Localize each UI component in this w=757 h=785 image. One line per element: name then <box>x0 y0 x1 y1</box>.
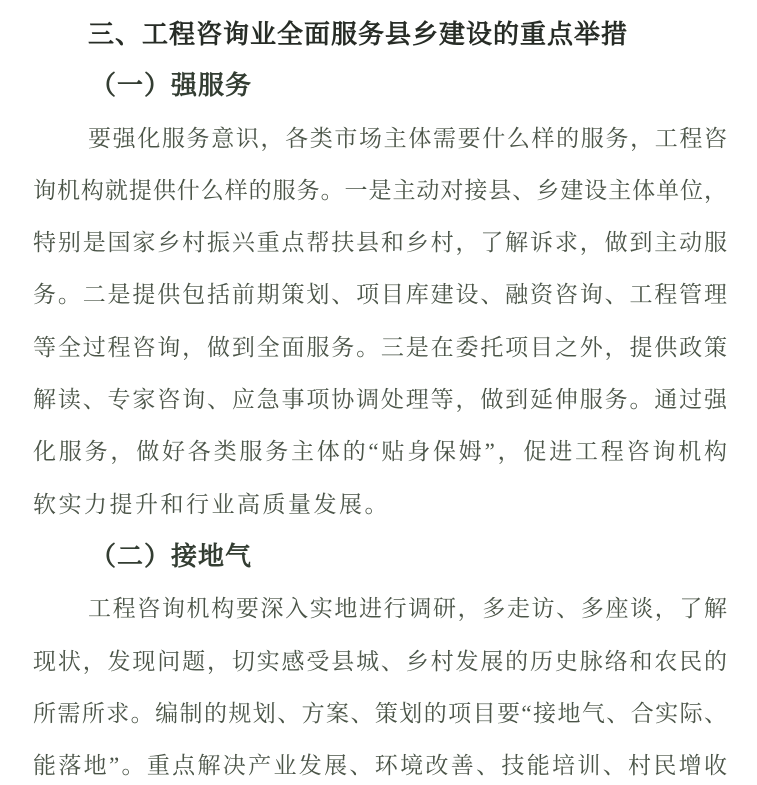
paragraph-line: 等全过程咨询，做到全面服务。三是在委托项目之外，提供政策 <box>33 334 727 360</box>
paragraph-line: 能落地”。重点解决产业发展、环境改善、技能培训、村民增收 <box>33 753 727 779</box>
paragraph-line: 所需所求。编制的规划、方案、策划的项目要“接地气、合实际、 <box>33 700 727 726</box>
paragraph-line: 软实力提升和行业高质量发展。 <box>33 491 390 517</box>
section-1-subtitle: （一）强服务 <box>90 71 253 101</box>
paragraph-line: 解读、专家咨询、应急事项协调处理等，做到延伸服务。通过强 <box>33 387 727 413</box>
paragraph-line: 工程咨询机构要深入实地进行调研，多走访、多座谈，了解 <box>88 596 727 622</box>
paragraph-line: 询机构就提供什么样的服务。一是主动对接县、乡建设主体单位， <box>33 177 727 203</box>
paragraph-line: 化服务，做好各类服务主体的“贴身保姆”，促进工程咨询机构 <box>33 439 727 465</box>
section-2-subtitle: （二）接地气 <box>90 541 253 571</box>
document-heading: 三、工程咨询业全面服务县乡建设的重点举措 <box>88 19 629 49</box>
paragraph-line: 特别是国家乡村振兴重点帮扶县和乡村，了解诉求，做到主动服 <box>33 230 727 256</box>
paragraph-line: 要强化服务意识，各类市场主体需要什么样的服务，工程咨 <box>88 125 727 151</box>
paragraph-line: 务。二是提供包括前期策划、项目库建设、融资咨询、工程管理 <box>33 282 727 308</box>
paragraph-line: 现状，发现问题，切实感受县城、乡村发展的历史脉络和农民的 <box>33 648 727 674</box>
